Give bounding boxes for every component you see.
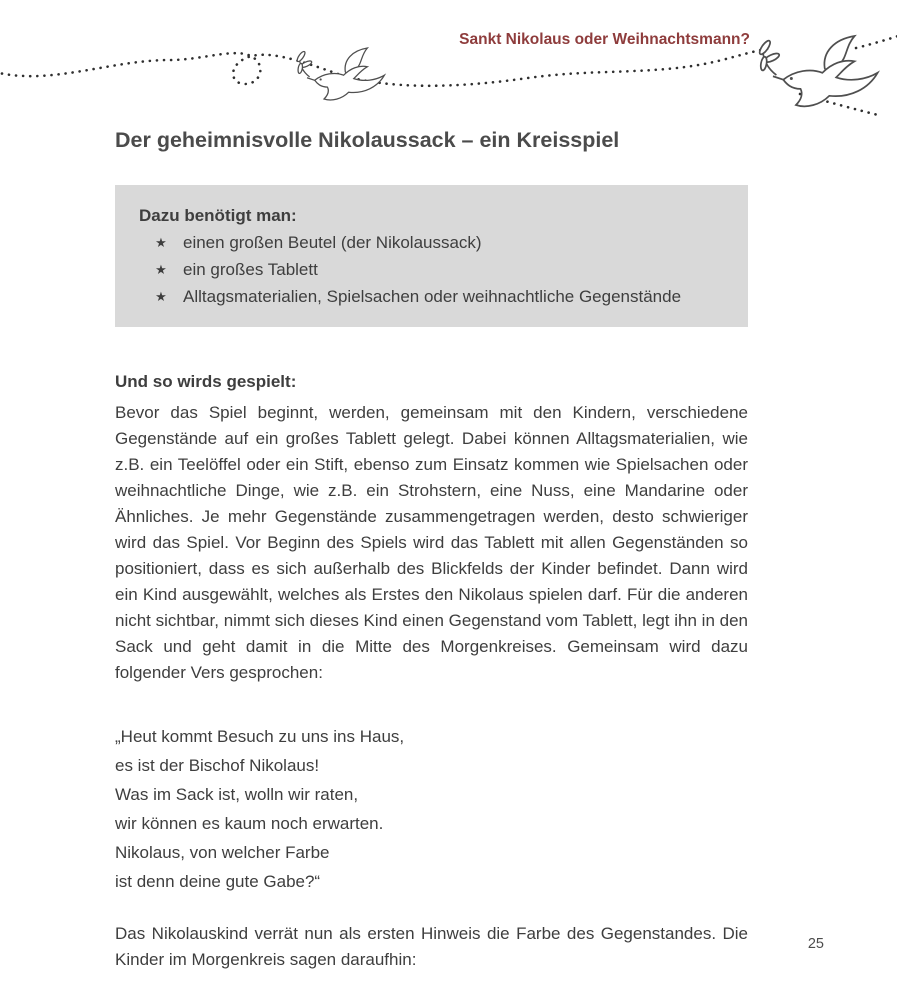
list-item-text: einen großen Beutel (der Nikolaussack) bbox=[183, 233, 482, 252]
how-to-play-paragraph: Bevor das Spiel beginnt, werden, gemeinsam mit den Kindern, verschiedene Gegenstände auf ein großes Tablett gelegt. Dabei können Alltagsmaterialien, wie z.B. ein Teelöffel oder ein Stift, ebenso zum Einsatz kommen wie Spielsachen oder weihnachtliche Dinge, wie z.B. ein Strohstern, eine Nuss, eine Mandarine oder Ähnliches. Je mehr Gegenstände zusammengetragen werden, desto schwieriger wird das Spiel. Vor Beginn des Spiels wird das Tablett mit allen Gegenständen so positioniert, dass es sich außerhalb des Blickfelds der Kinder befindet. Dann wird ein Kind ausgewählt, welches als Erstes den Nikolaus spielen darf. Für die anderen nicht sichtbar, nimmt sich dieses Kind einen Gegenstand vom Tablett, legt ihn in den Sack und geht damit in die Mitte des Morgenkreises. Gemeinsam wird dazu folgender Vers gesprochen: bbox=[115, 403, 748, 682]
list-item bbox=[139, 256, 728, 283]
materials-box bbox=[115, 185, 748, 327]
list-item bbox=[139, 229, 728, 256]
dotted-line-right-tail bbox=[856, 36, 897, 48]
main-content bbox=[115, 0, 748, 973]
verse-line: es ist der Bischof Nikolaus! bbox=[115, 756, 320, 775]
dove-icon bbox=[758, 36, 878, 106]
list-item-text: Alltagsmaterialien, Spielsachen oder weihnachtliche Gegenstände bbox=[183, 287, 682, 306]
how-to-play-heading: Und so wirds gespielt: bbox=[115, 372, 297, 391]
page-number: 25 bbox=[807, 936, 824, 952]
list-item-text: ein großes Tablett bbox=[183, 260, 318, 279]
verse-line: Nikolaus, von welcher Farbe bbox=[115, 843, 330, 862]
star-bullet-icon: ★ bbox=[155, 289, 167, 304]
closing-paragraph: Das Nikolauskind verrät nun als ersten Hinweis die Farbe des Gegenstandes. Die Kinder im Morgenkreis sagen daraufhin: bbox=[115, 924, 748, 969]
verse-line: Was im Sack ist, wolln wir raten, bbox=[115, 785, 359, 804]
list-item bbox=[139, 283, 728, 310]
running-header: Sankt Nikolaus oder Weihnachtsmann? bbox=[459, 31, 750, 48]
verse-line: „Heut kommt Besuch zu uns ins Haus, bbox=[115, 727, 405, 746]
verse-line: wir können es kaum noch erwarten. bbox=[115, 814, 384, 833]
verse-block bbox=[115, 722, 748, 896]
verse-line: ist denn deine gute Gabe?“ bbox=[115, 872, 321, 891]
materials-heading: Dazu benötigt man: bbox=[139, 206, 297, 225]
star-bullet-icon: ★ bbox=[155, 235, 167, 250]
page-title: Der geheimnisvolle Nikolaussack – ein Kreisspiel bbox=[115, 128, 620, 152]
star-bullet-icon: ★ bbox=[155, 262, 167, 277]
